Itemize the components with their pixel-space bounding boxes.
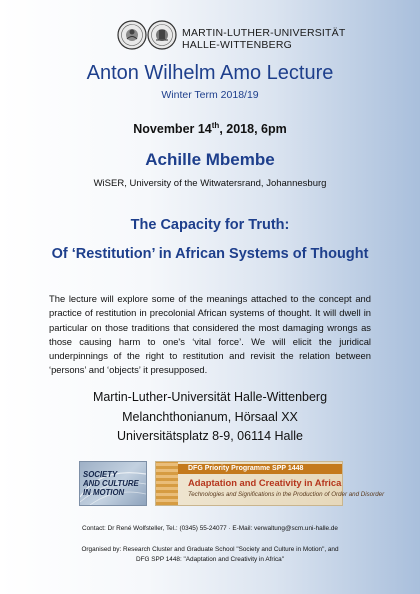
venue-line1: Martin-Luther-Universität Halle-Wittenberg	[92, 390, 328, 404]
venue-line3: Universitätsplatz 8-9, 06114 Halle	[117, 429, 303, 443]
dfg-programme-title: Adaptation and Creativity in Africa	[188, 477, 342, 488]
dfg-pattern-stripe	[156, 462, 178, 505]
university-seal-icon	[147, 20, 177, 50]
university-seal-icon	[117, 20, 147, 50]
lecture-series-title: Anton Wilhelm Amo Lecture	[86, 62, 334, 84]
organisers-line1: Organised by: Research Cluster and Graduate School "Society and Culture in Motion", and	[81, 546, 339, 553]
society-culture-motion-logo	[79, 461, 147, 506]
organisers-note	[0, 545, 420, 565]
date-suffix: th	[211, 121, 220, 130]
venue-line2: Melanchthonianum, Hörsaal XX	[122, 409, 298, 424]
sc-line2: AND CULTURE	[83, 479, 139, 488]
dfg-programme-subtitle: Technologies and Significations in the Production of Order and Disorder	[188, 491, 385, 498]
date-month-day: November 14	[133, 122, 212, 137]
dfg-programme-label: DFG Priority Programme SPP 1448	[188, 465, 304, 472]
university-header	[0, 18, 420, 58]
talk-abstract: The lecture will explore some of the meanings attached to the concept and practice of restitution in precolonial African systems of thought. It will dwell in particular on those traditions that considered the most damaging wrongs as those causing harm to one's ‘vital force’. We will elicit the juridical underpinnings of the right to restitution and revisit the relation between ‘persons’ and ‘objects’ it presupposed.	[49, 293, 371, 376]
speaker-name: Achille Mbembe	[145, 150, 275, 169]
university-name	[182, 27, 345, 51]
speaker-affiliation: WiSER, University of the Witwatersrand, Johannesburg	[93, 178, 327, 189]
lecture-term: Winter Term 2018/19	[161, 89, 259, 101]
talk-title: The Capacity for Truth:	[130, 217, 290, 233]
university-name-line2: HALLE-WITTENBERG	[182, 39, 292, 51]
organisers-line2: DFG SPP 1448: "Adaptation and Creativity in Africa"	[136, 556, 284, 563]
dfg-priority-programme-logo	[155, 461, 385, 506]
university-name-line1: MARTIN-LUTHER-UNIVERSITÄT	[182, 27, 346, 39]
sc-line1: SOCIETY	[83, 470, 118, 479]
date-year-time: , 2018, 6pm	[219, 122, 287, 137]
society-culture-logo-text	[83, 470, 139, 497]
venue-address	[0, 388, 420, 447]
contact-info: Contact: Dr René Wolfsteller, Tel.: (0345) 55-24077 · E-Mail: verwaltung@scm.uni-halle.de	[82, 525, 338, 532]
talk-subtitle: Of ‘Restitution’ in African Systems of Thought	[51, 246, 369, 262]
lecture-date	[0, 121, 420, 136]
sc-line3: IN MOTION	[83, 488, 125, 497]
